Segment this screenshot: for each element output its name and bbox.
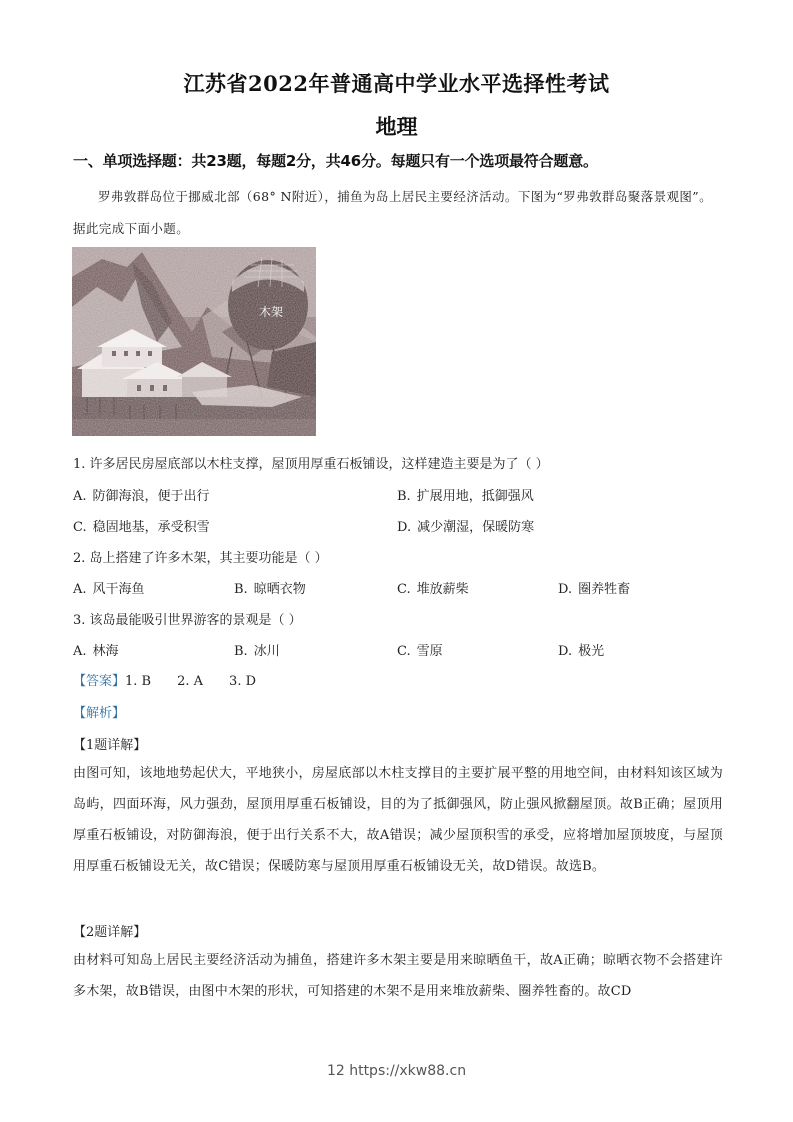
option-letter: D. xyxy=(558,644,573,659)
option-text: 堆放薪柴 xyxy=(416,582,469,597)
option-text: 圈养牲畜 xyxy=(578,582,631,597)
detail-1-text: 由图可知，该地地势起伏大，平地狭小，房屋底部以木柱支撑目的主要扩展平整的用地空间，由材料知该区域为岛屿，四面环海，风力强劲，屋顶用厚重石板铺设，目的为了抵御强风，防止强风掀翻屋顶。故B正确；屋顶用厚重石板铺设，对防御海浪，便于出行关系不大，故A错误；减少屋顶积雪的承受，应将增加屋顶坡度，与屋顶用厚重石板铺设无关，故C错误；保暖防寒与屋顶用厚重石板铺设无关，故D错误。故选B。 xyxy=(73,766,723,874)
option-text: 减少潮湿，保暖防寒 xyxy=(417,520,535,535)
drying-rack-label: 木架 xyxy=(259,305,284,319)
option-letter: A. xyxy=(73,489,87,504)
q3-option-c[interactable] xyxy=(397,640,443,659)
answer-item: 3. D xyxy=(229,674,257,689)
option-text: 风干海鱼 xyxy=(92,582,145,597)
photo-illustration xyxy=(72,247,316,436)
section-heading: 一、单项选择题：共23题，每题2分，共46分。每题只有一个选项最符合题意。 xyxy=(73,152,598,170)
option-text: 扩展用地，抵御强风 xyxy=(416,489,534,504)
option-letter: B. xyxy=(234,582,248,597)
option-text: 防御海浪，便于出行 xyxy=(92,489,210,504)
q1-option-a[interactable] xyxy=(73,485,210,504)
q3-option-a[interactable] xyxy=(73,640,119,659)
q2-option-d[interactable] xyxy=(558,578,630,597)
exam-subject: 地理 xyxy=(375,114,418,139)
option-letter: C. xyxy=(397,644,411,659)
question-2-stem: 2. 岛上搭建了许多木架，其主要功能是（ ） xyxy=(73,551,328,566)
q1-option-b[interactable] xyxy=(397,485,534,504)
analysis-tag: 【解析】 xyxy=(73,706,126,721)
q1-option-c[interactable] xyxy=(73,516,210,535)
option-text: 晾晒衣物 xyxy=(253,582,306,597)
option-letter: C. xyxy=(73,520,87,535)
exam-title: 江苏省2022年普通高中学业水平选择性考试 xyxy=(183,71,610,96)
answer-item: 2. A xyxy=(177,674,204,689)
option-text: 雪原 xyxy=(416,644,443,659)
page-footer: 12 https://xkw88.cn xyxy=(326,1063,467,1079)
detail-1-heading: 【1题详解】 xyxy=(73,738,147,753)
option-letter: C. xyxy=(397,582,411,597)
answer-tag: 【答案】 xyxy=(73,674,126,689)
q3-option-d[interactable] xyxy=(558,640,604,659)
option-letter: D. xyxy=(558,582,573,597)
option-text: 极光 xyxy=(578,644,605,659)
option-text: 林海 xyxy=(92,644,119,659)
q2-option-a[interactable] xyxy=(73,578,145,597)
q2-option-b[interactable] xyxy=(234,578,306,597)
option-letter: D. xyxy=(397,520,412,535)
answer-item: 1. B xyxy=(125,674,152,689)
q1-option-d[interactable] xyxy=(397,516,534,535)
question-1-stem: 1. 许多居民房屋底部以木柱支撑，屋顶用厚重石板铺设，这样建造主要是为了（ ） xyxy=(73,457,549,472)
q2-option-c[interactable] xyxy=(397,578,469,597)
option-text: 稳固地基，承受积雪 xyxy=(92,520,210,535)
settlement-landscape-photo xyxy=(72,247,316,436)
option-letter: A. xyxy=(73,582,87,597)
detail-2-text: 由材料可知岛上居民主要经济活动为捕鱼，搭建许多木架主要是用来晾晒鱼干，故A正确；晾晒衣物不会搭建许多木架，故B错误，由图中木架的形状，可知搭建的木架不是用来堆放薪柴、圈养牲畜的。故CD xyxy=(73,953,723,999)
option-letter: B. xyxy=(397,489,411,504)
question-3-stem: 3. 该岛最能吸引世界游客的景观是（ ） xyxy=(73,613,302,628)
question-intro: 罗弗敦群岛位于挪威北部（68° N附近），捕鱼为岛上居民主要经济活动。下图为“罗弗敦群岛聚落景观图”。据此完成下面小题。 xyxy=(73,189,712,236)
q3-option-b[interactable] xyxy=(234,640,280,659)
option-letter: A. xyxy=(73,644,87,659)
detail-2-heading: 【2题详解】 xyxy=(73,925,147,940)
answer-row xyxy=(73,670,282,689)
option-letter: B. xyxy=(234,644,248,659)
option-text: 冰川 xyxy=(253,644,280,659)
